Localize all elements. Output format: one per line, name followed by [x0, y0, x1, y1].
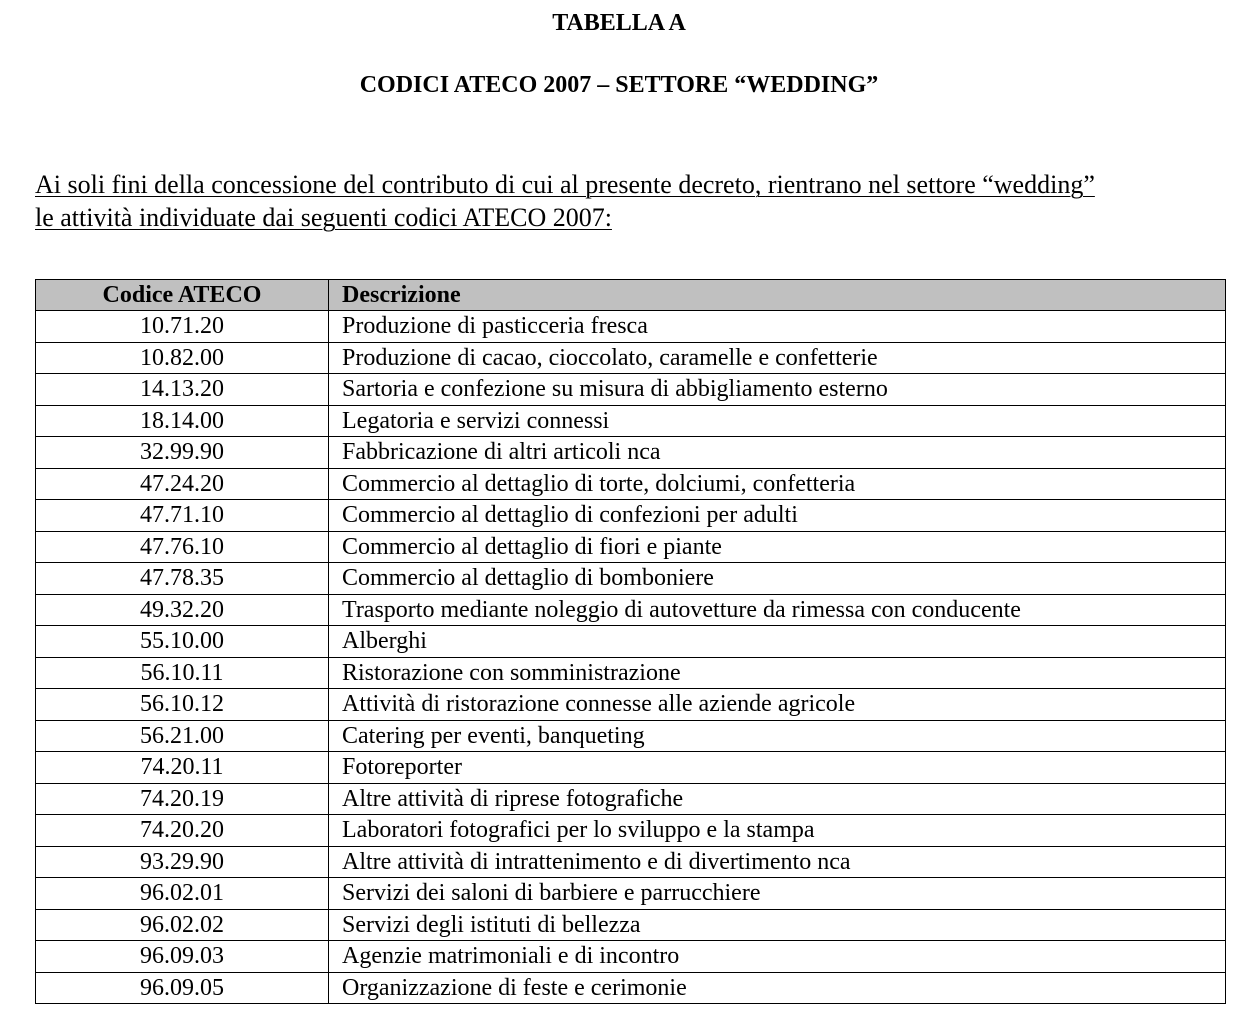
description-cell: Commercio al dettaglio di torte, dolciumi, confetteria: [329, 468, 1226, 500]
ateco-code-cell: 47.71.10: [36, 500, 329, 532]
table-row: [36, 720, 1226, 752]
table-row: [36, 374, 1226, 406]
table-header: [36, 280, 1226, 311]
table-row: [36, 846, 1226, 878]
table-body: [36, 311, 1226, 1004]
table-row: [36, 941, 1226, 973]
table-row: [36, 563, 1226, 595]
ateco-code-cell: 74.20.20: [36, 815, 329, 847]
table-row: [36, 531, 1226, 563]
description-cell: Produzione di pasticceria fresca: [329, 311, 1226, 343]
ateco-code-cell: 56.10.12: [36, 689, 329, 721]
ateco-code-cell: 96.09.03: [36, 941, 329, 973]
ateco-code-cell: 74.20.19: [36, 783, 329, 815]
description-cell: Commercio al dettaglio di bomboniere: [329, 563, 1226, 595]
table-row: [36, 311, 1226, 343]
description-cell: Servizi degli istituti di bellezza: [329, 909, 1226, 941]
table-row: [36, 405, 1226, 437]
description-cell: Organizzazione di feste e cerimonie: [329, 972, 1226, 1004]
ateco-code-cell: 56.21.00: [36, 720, 329, 752]
description-cell: Altre attività di riprese fotografiche: [329, 783, 1226, 815]
table-row: [36, 909, 1226, 941]
ateco-code-cell: 96.09.05: [36, 972, 329, 1004]
description-cell: Alberghi: [329, 626, 1226, 658]
description-cell: Sartoria e confezione su misura di abbigliamento esterno: [329, 374, 1226, 406]
ateco-code-cell: 32.99.90: [36, 437, 329, 469]
description-cell: Ristorazione con somministrazione: [329, 657, 1226, 689]
description-cell: Trasporto mediante noleggio di autovetture da rimessa con conducente: [329, 594, 1226, 626]
ateco-code-cell: 18.14.00: [36, 405, 329, 437]
intro-line-1: Ai soli fini della concessione del contributo di cui al presente decreto, rientrano nel settore “wedding”: [35, 170, 1095, 199]
ateco-code-cell: 10.82.00: [36, 342, 329, 374]
ateco-code-cell: 56.10.11: [36, 657, 329, 689]
ateco-code-cell: 96.02.01: [36, 878, 329, 910]
intro-paragraph: [35, 168, 1225, 234]
description-cell: Commercio al dettaglio di fiori e piante: [329, 531, 1226, 563]
table-row: [36, 342, 1226, 374]
table-row: [36, 594, 1226, 626]
description-cell: Fotoreporter: [329, 752, 1226, 784]
description-cell: Laboratori fotografici per lo sviluppo e la stampa: [329, 815, 1226, 847]
description-cell: Altre attività di intrattenimento e di divertimento nca: [329, 846, 1226, 878]
ateco-code-cell: 47.76.10: [36, 531, 329, 563]
table-row: [36, 468, 1226, 500]
table-row: [36, 878, 1226, 910]
document-subtitle: CODICI ATECO 2007 – SETTORE “WEDDING”: [359, 72, 879, 98]
description-cell: Agenzie matrimoniali e di incontro: [329, 941, 1226, 973]
table-header-row: [36, 280, 1226, 311]
table-row: [36, 657, 1226, 689]
table-row: [36, 437, 1226, 469]
ateco-code-cell: 47.24.20: [36, 468, 329, 500]
table-row: [36, 752, 1226, 784]
column-header-code: Codice ATECO: [36, 280, 329, 311]
table-row: [36, 626, 1226, 658]
description-cell: Legatoria e servizi connessi: [329, 405, 1226, 437]
table-row: [36, 815, 1226, 847]
table-row: [36, 689, 1226, 721]
column-header-description: Descrizione: [329, 280, 1226, 311]
description-cell: Servizi dei saloni di barbiere e parrucchiere: [329, 878, 1226, 910]
ateco-code-cell: 47.78.35: [36, 563, 329, 595]
ateco-code-cell: 93.29.90: [36, 846, 329, 878]
description-cell: Attività di ristorazione connesse alle aziende agricole: [329, 689, 1226, 721]
ateco-code-cell: 55.10.00: [36, 626, 329, 658]
description-cell: Catering per eventi, banqueting: [329, 720, 1226, 752]
ateco-codes-table: [35, 279, 1226, 1004]
description-cell: Produzione di cacao, cioccolato, caramelle e confetterie: [329, 342, 1226, 374]
description-cell: Fabbricazione di altri articoli nca: [329, 437, 1226, 469]
ateco-code-cell: 49.32.20: [36, 594, 329, 626]
table-row: [36, 972, 1226, 1004]
intro-line-2: le attività individuate dai seguenti codici ATECO 2007:: [35, 203, 612, 232]
ateco-code-cell: 14.13.20: [36, 374, 329, 406]
description-cell: Commercio al dettaglio di confezioni per adulti: [329, 500, 1226, 532]
ateco-code-cell: 10.71.20: [36, 311, 329, 343]
ateco-code-cell: 74.20.11: [36, 752, 329, 784]
table-row: [36, 500, 1226, 532]
table-row: [36, 783, 1226, 815]
document-title: TABELLA A: [552, 10, 686, 36]
ateco-code-cell: 96.02.02: [36, 909, 329, 941]
